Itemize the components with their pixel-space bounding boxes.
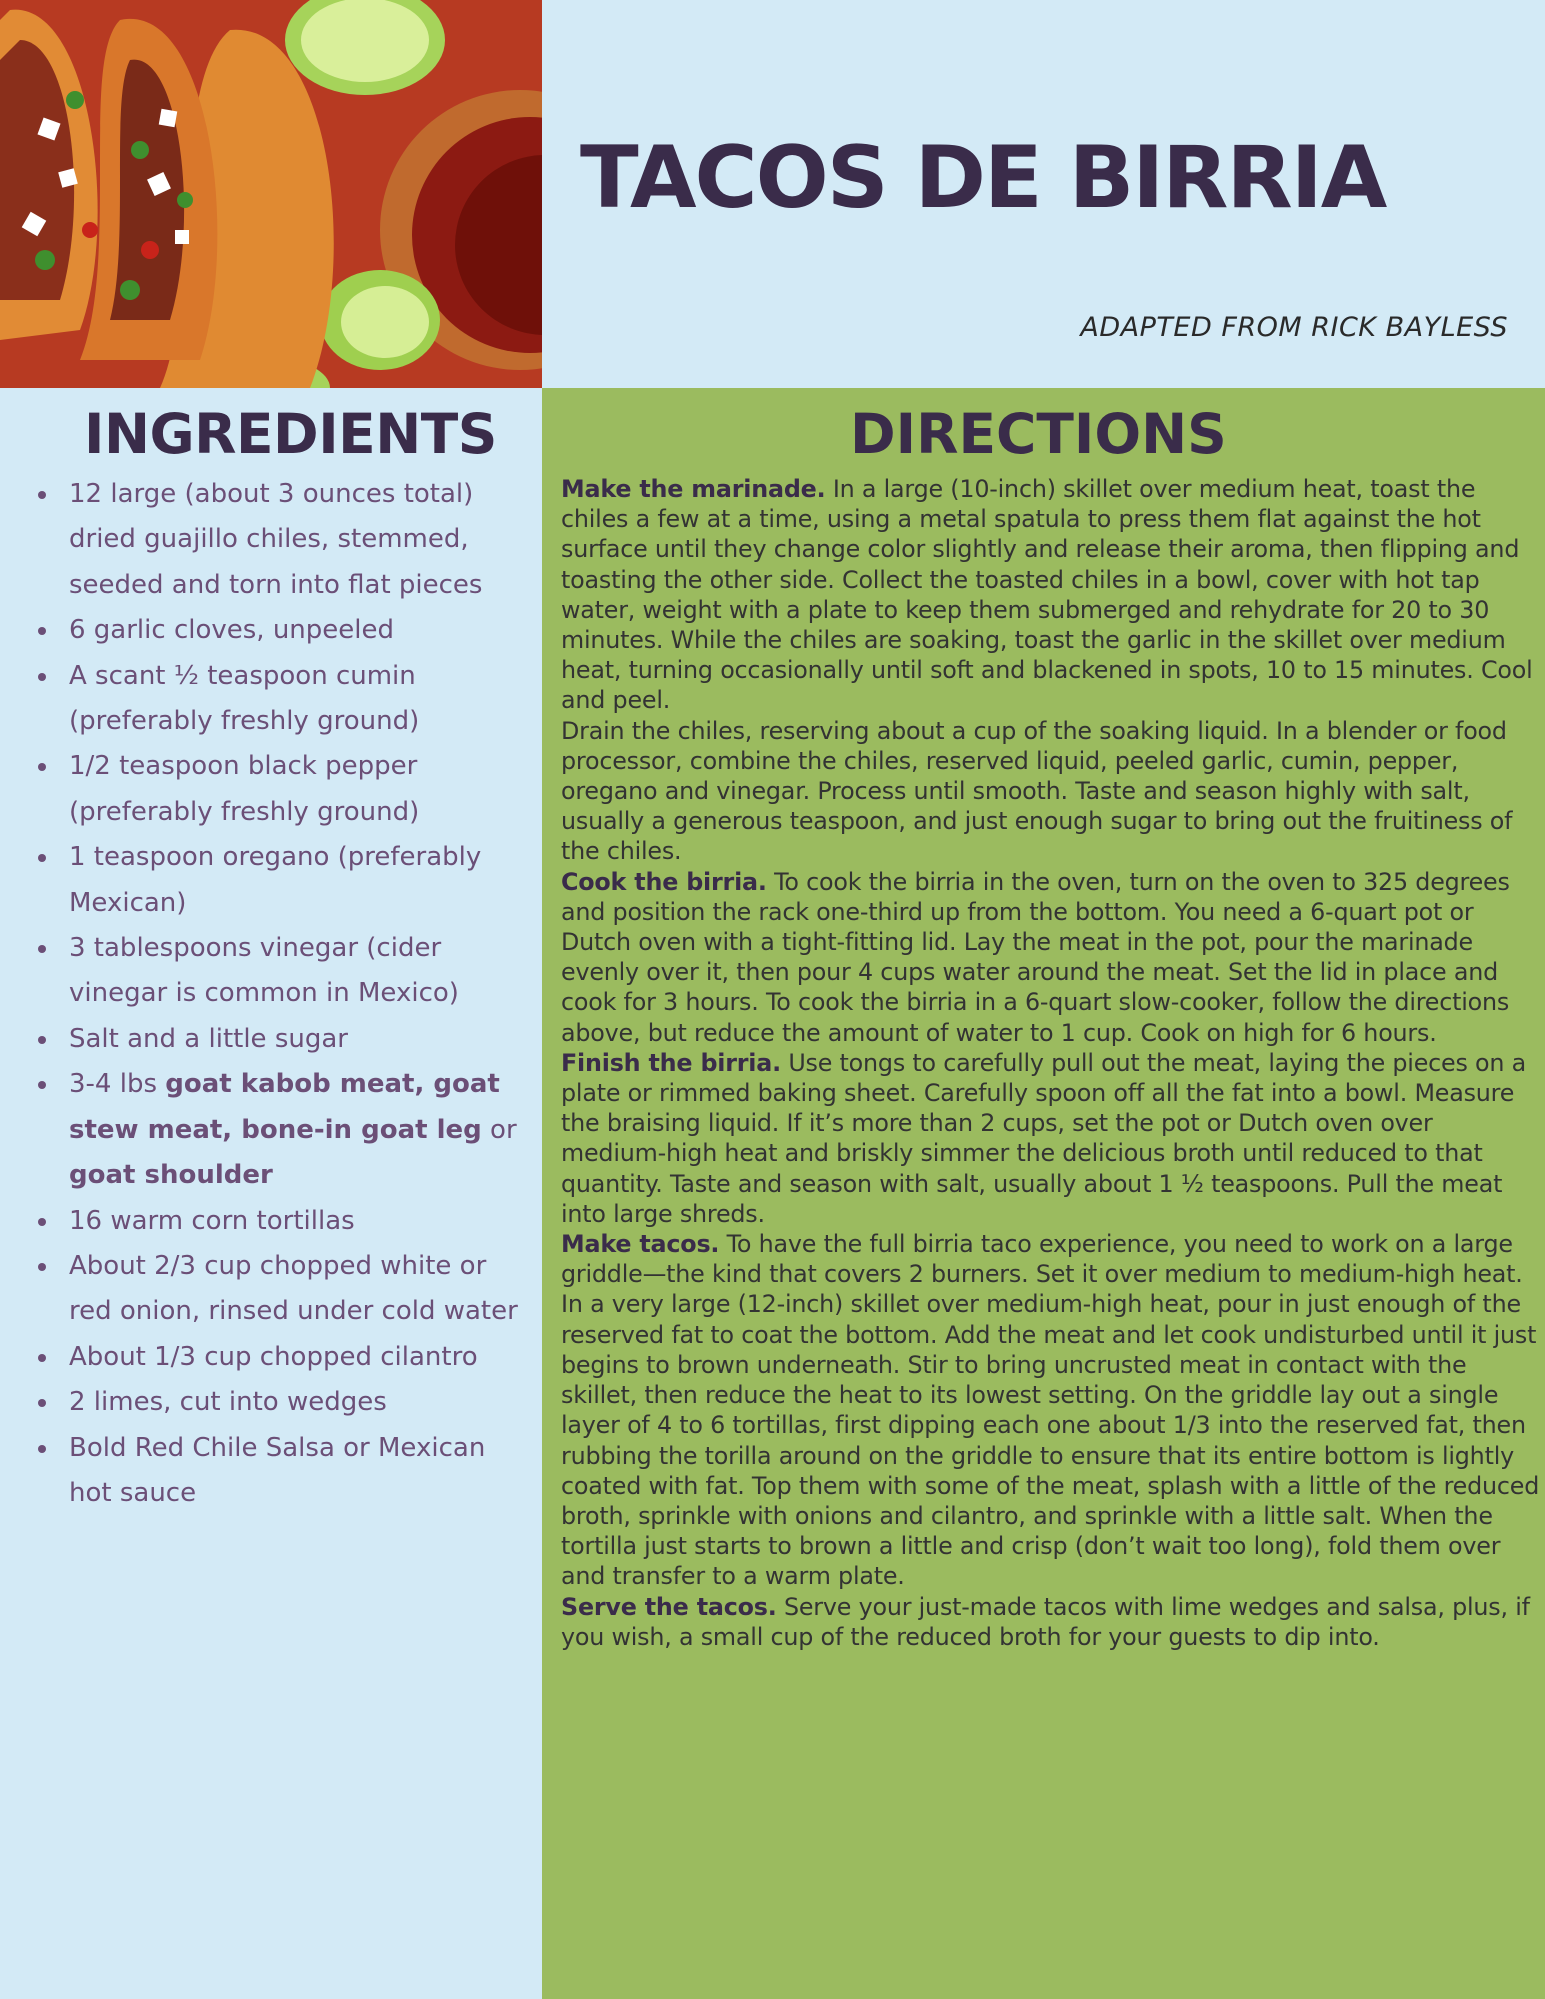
list-item: 6 garlic cloves, unpeeled (30, 608, 530, 653)
step-lead: Make the marinade. (561, 475, 826, 503)
meat-or: or (481, 1114, 517, 1145)
ingredients-panel (0, 388, 542, 1999)
list-item: Bold Red Chile Salsa or Mexican hot sauce (30, 1426, 530, 1517)
header-panel (542, 0, 1545, 388)
list-item: A scant ½ teaspoon cumin (preferably freshly ground) (30, 654, 530, 745)
meat-amount: 3-4 lbs (69, 1069, 166, 1100)
directions-panel (542, 388, 1545, 1999)
ingredients-list (30, 472, 530, 1516)
meat-shoulder: goat shoulder (69, 1160, 273, 1191)
step-marinade (561, 474, 1541, 716)
directions-body (561, 474, 1541, 1652)
list-item: About 1/3 cup chopped cilantro (30, 1335, 530, 1380)
list-item: 3 tablespoons vinegar (cider vinegar is common in Mexico) (30, 926, 530, 1017)
step-lead: Serve the tacos. (561, 1592, 777, 1621)
step-tacos (561, 1229, 1541, 1591)
list-item: 1/2 teaspoon black pepper (preferably freshly ground) (30, 744, 530, 835)
step-serve (561, 1592, 1541, 1652)
directions-heading: DIRECTIONS (850, 402, 1227, 466)
list-item: 12 large (about 3 ounces total) dried guajillo chiles, stemmed, seeded and torn into flat pieces (30, 472, 530, 608)
ingredients-heading: INGREDIENTS (84, 402, 497, 466)
list-item: Salt and a little sugar (30, 1017, 530, 1062)
step-text: To cook the birria in the oven, turn on the oven to 325 degrees and position the rack one-third up from the bottom. You need a 6-quart pot or Dutch oven with a tight-fitting lid. Lay the meat in the pot, pour the marinade evenly over it, then pour 4 cups water around the meat. Set the lid in place and cook for 3 hours. To cook the birria in a 6-quart slow-cooker, follow the directions above, but reduce the amount of water to 1 cup. Cook on high for 6 hours. (561, 867, 1510, 1047)
list-item: 1 teaspoon oregano (preferably Mexican) (30, 835, 530, 926)
step-cook (561, 867, 1541, 1048)
step-text: Serve your just-made tacos with lime wedges and salsa, plus, if you wish, a small cup of the reduced broth for your guests to dip into. (561, 1592, 1530, 1651)
step-text: In a large (10-inch) skillet over medium heat, toast the chiles a few at a time, using a metal spatula to press them flat against the hot surface until they change color slightly and release their aroma, then flipping and toasting the other side. Collect the toasted chiles in a bowl, cover with hot tap water, weight with a plate to keep them submerged and rehydrate for 20 to 30 minutes. While the chiles are soaking, toast the garlic in the skillet over medium heat, turning occasionally until soft and blackened in spots, 10 to 15 minutes. Cool and peel. (561, 475, 1533, 715)
list-item (30, 1062, 530, 1198)
recipe-credit: ADAPTED FROM RICK BAYLESS (1080, 312, 1508, 343)
step-lead: Finish the birria. (561, 1048, 781, 1077)
step-text: Use tongs to carefully pull out the meat, laying the pieces on a plate or rimmed baking sheet. Carefully spoon off all the fat into a bowl. Measure the braising liquid. If it’s more than 2 cups, set the pot or Dutch oven over medium-high heat and briskly simmer the delicious broth until reduced to that quantity. Taste and season with salt, usually about 1 ½ teaspoons. Pull the meat into large shreds. (561, 1048, 1527, 1228)
step-lead: Cook the birria. (561, 867, 767, 896)
step-text: To have the full birria taco experience, you need to work on a large griddle—the kind that covers 2 burners. Set it over medium to medium-high heat. In a very large (12-inch) skillet over medium-high heat, pour in just enough of the reserved fat to coat the bottom. Add the meat and let cook undisturbed until it just begins to brown underneath. Stir to bring uncrusted meat in contact with the skillet, then reduce the heat to its lowest setting. On the griddle lay out a single layer of 4 to 6 tortillas, first dipping each one about 1/3 into the reserved fat, then rubbing the torilla around on the griddle to ensure that its entire bottom is lightly coated with fat. Top them with some of the meat, splash with a little of the reduced broth, sprinkle with onions and cilantro, and sprinkle with a little salt. When the tortilla just starts to brown a little and crisp (don’t wait too long), fold them over and transfer to a warm plate. (561, 1230, 1540, 1591)
page-title: TACOS DE BIRRIA (580, 128, 1386, 228)
step-lead: Make tacos. (561, 1230, 720, 1259)
list-item: 16 warm corn tortillas (30, 1199, 530, 1244)
meat-cuts: goat kabob meat, goat stew meat, bone-in goat leg (69, 1069, 500, 1145)
tacos-photo-icon (0, 0, 542, 388)
step-drain: Drain the chiles, reserving about a cup of the soaking liquid. In a blender or food processor, combine the chiles, reserved liquid, peeled garlic, cumin, pepper, oregano and vinegar. Process until smooth. Taste and season highly with salt, usually a generous teaspoon, and just enough sugar to bring out the fruitiness of the chiles. (561, 716, 1513, 866)
tacos-photo (0, 0, 542, 388)
list-item: 2 limes, cut into wedges (30, 1380, 530, 1425)
list-item: About 2/3 cup chopped white or red onion, rinsed under cold water (30, 1244, 530, 1335)
step-finish (561, 1048, 1541, 1229)
